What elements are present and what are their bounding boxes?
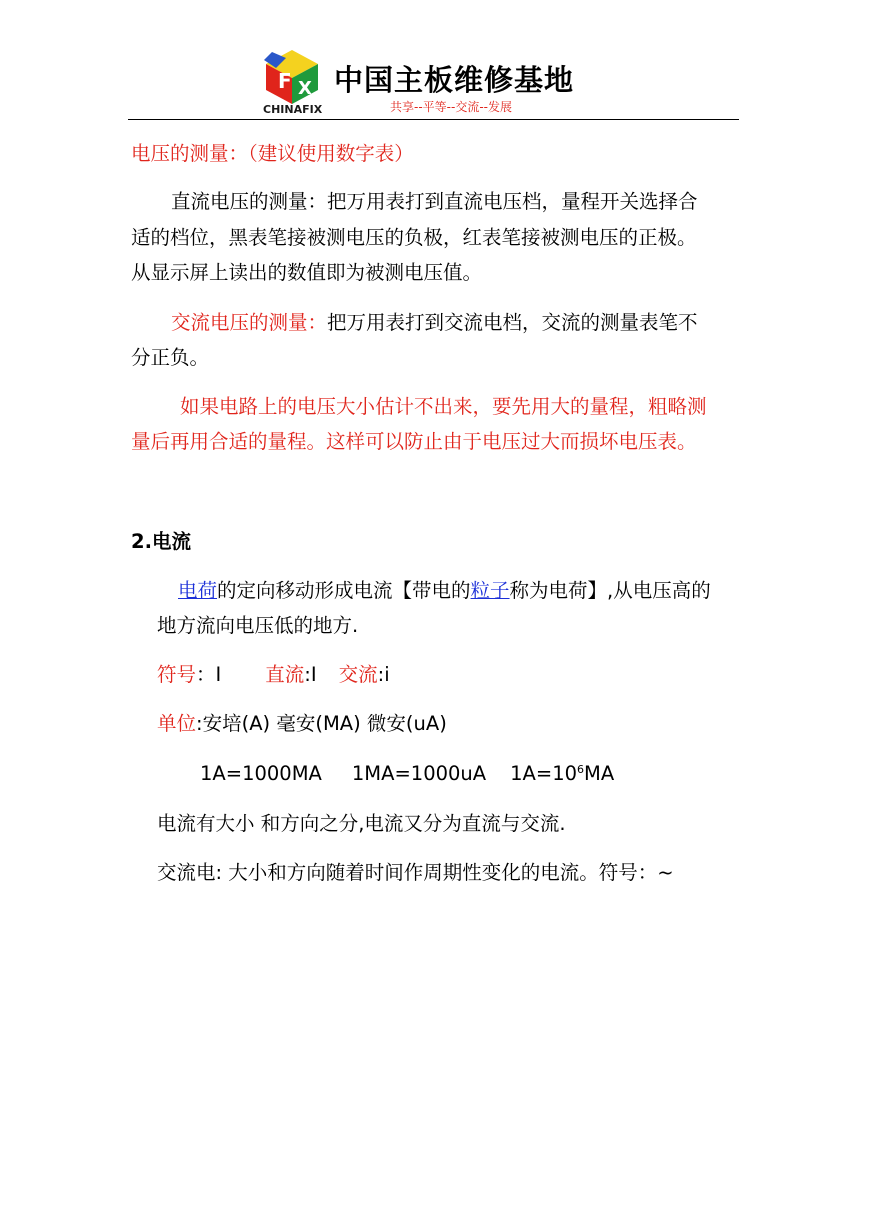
brand-slogan: 共享--平等--交流--发展 (390, 100, 512, 114)
unit-value: :安培(A) 毫安(MA) 微安(uA) (196, 712, 447, 735)
svg-text:F: F (278, 69, 292, 93)
ac-symbol: :i (377, 663, 390, 686)
charge-link[interactable]: 电荷 (178, 579, 218, 602)
ac-voltage-text: 把万用表打到交流电档，交流的测量表笔不 (327, 311, 698, 334)
symbol-value: ：I (196, 663, 222, 686)
definition-part1: 的定向移动形成电流【带电的 (217, 579, 471, 602)
svg-text:X: X (298, 78, 312, 99)
dc-label: 直流 (265, 663, 305, 686)
brand-title: 中国主板维修基地 (334, 63, 575, 97)
ac-voltage-line2: 分正负。 (131, 346, 210, 369)
unit-label: 单位 (157, 712, 197, 735)
ac-current-definition: 交流电: 大小和方向随着时间作周期性变化的电流。符号：~ (157, 861, 674, 884)
chinafix-logo-icon (262, 48, 328, 116)
header-divider (128, 119, 739, 120)
dc-voltage-line1: 直流电压的测量：把万用表打到直流电压档，量程开关选择合 (171, 190, 698, 213)
current-definition-line1 (178, 574, 711, 608)
dc-voltage-line2: 适的档位，黑表笔接被测电压的负极，红表笔接被测电压的正极。 (131, 226, 697, 249)
conversion-a-10e6: $1A=10^6MA$ (510, 762, 615, 785)
ac-label: 交流 (338, 663, 378, 686)
conversion-line (200, 757, 614, 791)
current-definition-line2: 地方流向电压低的地方. (157, 614, 359, 637)
voltage-heading: 电压的测量：（建议使用数字表） (131, 142, 414, 165)
unit-line (157, 707, 447, 741)
conversion-ma-ua: 1MA=1000uA (351, 762, 487, 785)
svg-text:CHINAFIX: CHINAFIX (263, 103, 323, 116)
ac-voltage-label: 交流电压的测量： (171, 311, 328, 334)
warning-line1: 如果电路上的电压大小估计不出来，要先用大的量程，粗略测 (180, 395, 707, 418)
warning-line2: 量后再用合适的量程。这样可以防止由于电压过大而损坏电压表。 (131, 430, 697, 453)
current-heading: 2.电流 (131, 530, 191, 553)
current-note: 电流有大小 和方向之分,电流又分为直流与交流. (157, 812, 566, 835)
dc-voltage-line3: 从显示屏上读出的数值即为被测电压值。 (131, 261, 483, 284)
particle-link[interactable]: 粒子 (470, 579, 510, 602)
ac-voltage-line1 (171, 306, 698, 340)
dc-symbol: :I (304, 663, 317, 686)
symbol-label: 符号 (157, 663, 197, 686)
conversion-a-ma: 1A=1000MA (200, 762, 322, 785)
definition-part2: 称为电荷】,从电压高的 (509, 579, 711, 602)
page-header (262, 48, 602, 116)
symbol-line (157, 658, 390, 692)
